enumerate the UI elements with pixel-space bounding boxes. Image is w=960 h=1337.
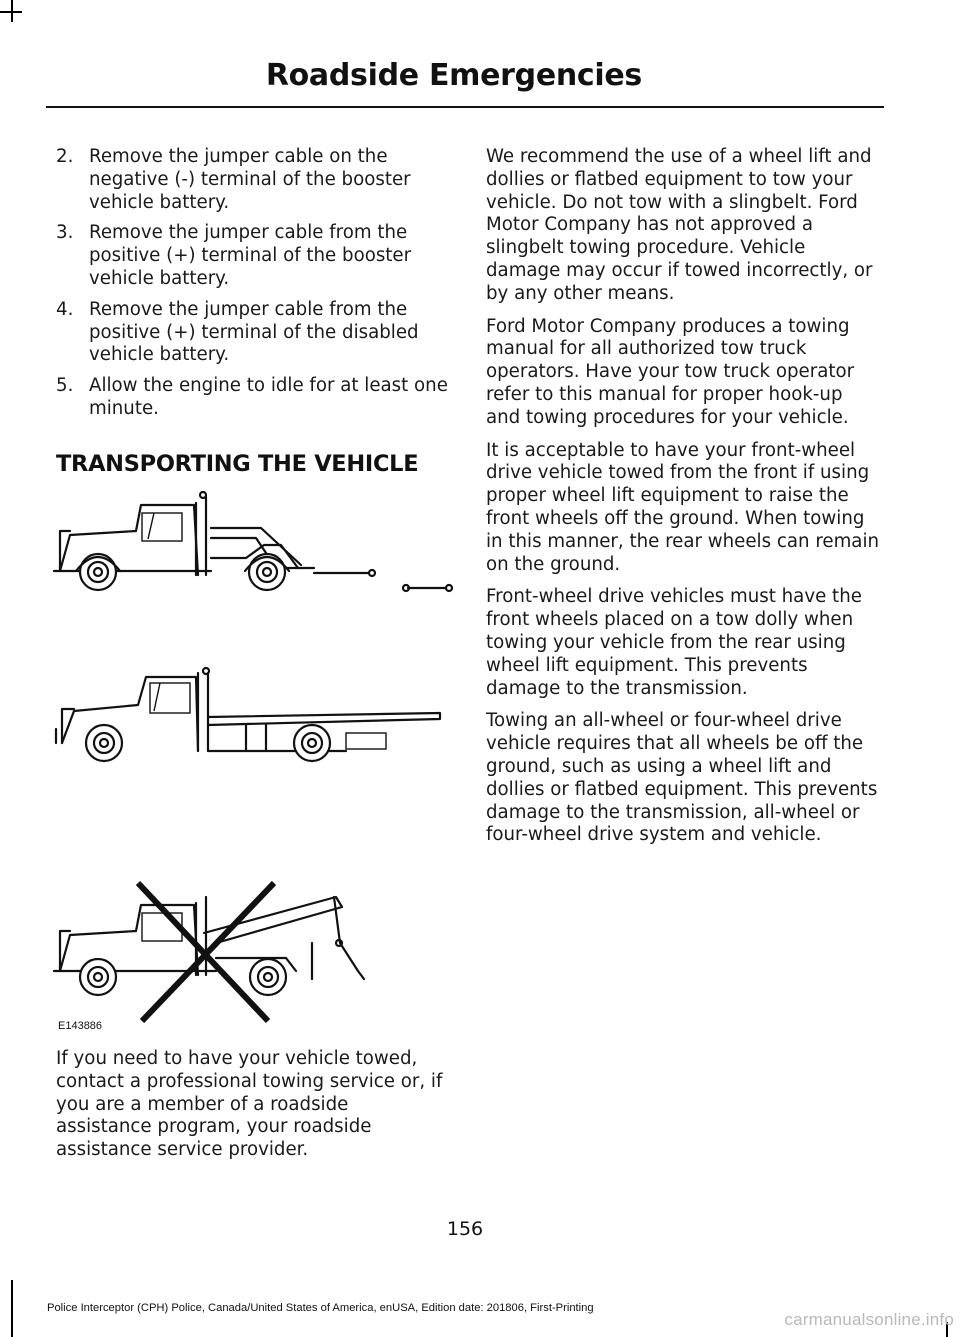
wheel-lift-tow-truck (54, 492, 452, 591)
slingbelt-tow-truck (54, 897, 364, 995)
paragraph: Ford Motor Company produces a towing manual for all authorized tow truck operators. Have your tow truck operator refer to this manual for proper hook-up and towing procedures for your vehicle. (486, 315, 855, 428)
watermark: carmanualsonline.info (784, 1310, 954, 1329)
header-divider (46, 106, 884, 108)
list-item: 5. Allow the engine to idle for at least one minute. (56, 375, 448, 419)
list-item: 4. Remove the jumper cable from the positive (+) terminal of the disabled vehicle battery. (56, 298, 419, 366)
paragraph: Front-wheel drive vehicles must have the front wheels placed on a tow dolly when towing your vehicle from the rear using wheel lift equipment. This prevents damage to the transmission. (486, 586, 862, 699)
section-heading: TRANSPORTING THE VEHICLE (56, 450, 419, 477)
page-header-title: Roadside Emergencies (265, 58, 642, 93)
crop-mark-top-left-h (0, 11, 22, 13)
flatbed-tow-truck (56, 668, 440, 761)
left-column (56, 146, 448, 477)
list-item: 2. Remove the jumper cable on the negative (-) terminal of the booster vehicle battery. (56, 146, 411, 213)
list-item: 3. Remove the jumper cable from the positive (+) terminal of the booster vehicle battery. (56, 222, 412, 289)
paragraph: We recommend the use of a wheel lift and dollies or flatbed equipment to tow your vehicle. Do not tow with a slingbelt. Ford Motor Company has not approved a slingbelt towing procedure. Vehicle damage may occur if towed incorrectly, or by any other means. (486, 146, 873, 304)
page-number: 156 (446, 1218, 484, 1240)
jumper-removal-steps (56, 146, 448, 421)
towing-service-paragraph: If you need to have your vehicle towed, contact a professional towing service or, if you are a member of a roadside assistance program, your roadside assistance service provider. (56, 1048, 443, 1161)
figure-code: E143886 (58, 1020, 103, 1032)
right-column (486, 146, 882, 857)
towing-methods-illustration (46, 483, 456, 1033)
crop-mark-bottom-left (11, 1280, 13, 1337)
tow-truck-drawings (46, 483, 456, 1033)
footer-edition-info: Police Interceptor (CPH) Police, Canada/United States of America, enUSA, Edition date: 201806, First-Printing (47, 1302, 594, 1314)
paragraph: It is acceptable to have your front-wheel drive vehicle towed from the front if using proper wheel lift equipment to raise the front wheels off the ground. When towing in this manner, the rear wheels can remain on the ground. (486, 439, 880, 575)
paragraph: Towing an all-wheel or four-wheel drive vehicle requires that all wheels be off the ground, such as using a wheel lift and dollies or flatbed equipment. This prevents damage to the transmission, all-wheel or four-wheel drive system and vehicle. (486, 710, 878, 846)
